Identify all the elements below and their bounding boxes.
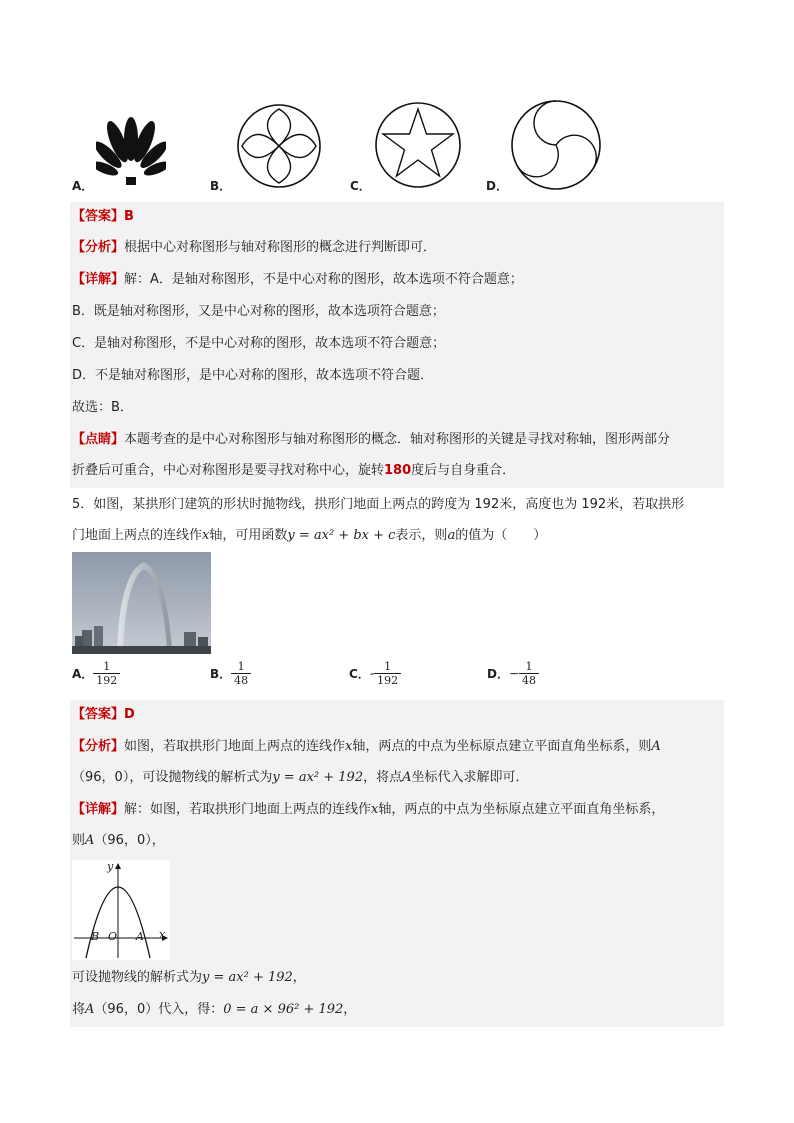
graph-label-o: O xyxy=(108,930,118,943)
circle-star-icon xyxy=(374,101,462,189)
lotus-flower-icon xyxy=(96,115,166,187)
q4-detail-line-1: 【详解】解：A．是轴对称图形，不是中心对称的图形，故本选项不符合题意； xyxy=(72,272,523,287)
q4-detail-line-4: D．不是轴对称图形，是中心对称的图形，故本选项不符合题． xyxy=(72,368,434,383)
y-axis-arrow-icon xyxy=(115,863,121,869)
q5-question-line-2: 门地面上两点的连线作x轴，可用函数y = ax² + bx + c表示，则a的值为（ ） xyxy=(72,528,547,543)
q5-detail-line-2: 则A（96，0）， xyxy=(72,833,165,848)
q4-point-line-1: 【点睛】本题考查的是中心对称图形与轴对称图形的概念．轴对称图形的关键是寻找对称轴，图形两部分 xyxy=(72,432,671,447)
parabola-graph xyxy=(72,860,170,960)
q4-analysis-line: 【分析】根据中心对称图形与轴对称图形的概念进行判断即可． xyxy=(72,240,437,255)
q4-options-row xyxy=(70,95,630,195)
q4-point-line-2: 折叠后可重合，中心对称图形是要寻找对称中心，旋转180度后与自身重合． xyxy=(72,463,516,478)
graph-label-y: y xyxy=(107,860,114,873)
parabola-graph-svg xyxy=(72,860,170,960)
graph-label-b: B xyxy=(91,930,100,943)
q4-answer-line: 【答案】B xyxy=(72,209,134,224)
gateway-arch-photo xyxy=(72,552,211,654)
q4-option-c-label: C． xyxy=(350,179,371,193)
graph-label-a: A xyxy=(136,930,144,943)
q5-detail-line-3: 可设抛物线的解析式为y = ax² + 192， xyxy=(72,970,306,985)
q5-analysis-line-2: （96，0），可设抛物线的解析式为y = ax² + 192，将点A坐标代入求解即可． xyxy=(72,770,529,785)
graph-label-x: x xyxy=(159,928,166,941)
q5-answer-line: 【答案】D xyxy=(72,707,135,722)
q5-option-d: D．− $\frac{1}{48}$ xyxy=(487,660,539,687)
q5-option-c: C．- $\frac{1}{192}$ xyxy=(349,660,401,687)
q5-option-a: A． $\frac{1}{192}$ xyxy=(72,660,120,687)
q4-detail-line-2: B．既是轴对称图形，又是中心对称的图形，故本选项符合题意； xyxy=(72,304,445,319)
q4-detail-line-3: C．是轴对称图形，不是中心对称的图形，故本选项不符合题意； xyxy=(72,336,446,351)
circle-four-petals-icon xyxy=(236,103,322,189)
q4-option-d-label: D． xyxy=(486,179,508,193)
q4-detail-line-5: 故选：B． xyxy=(72,400,133,415)
q5-detail-line-1: 【详解】解：如图，若取拱形门地面上两点的连线作x轴，两点的中点为坐标原点建立平面直角坐标系， xyxy=(72,802,665,817)
q5-question-line-1: 5．如图，某拱形门建筑的形状时抛物线，拱形门地面上两点的跨度为 192米，高度也为 192米，若取拱形 xyxy=(72,497,685,512)
q5-detail-line-4: 将A（96，0）代入，得：0 = a × 96² + 192， xyxy=(72,1002,357,1017)
q5-analysis-line-1: 【分析】如图，若取拱形门地面上两点的连线作x轴，两点的中点为坐标原点建立平面直角坐标系，则A xyxy=(72,739,661,754)
q4-option-a-label: A． xyxy=(72,179,94,193)
q4-option-b-label: B． xyxy=(210,179,232,193)
circle-triskelion-icon xyxy=(510,99,602,191)
q5-option-b: B． $\frac{1}{48}$ xyxy=(210,660,251,687)
